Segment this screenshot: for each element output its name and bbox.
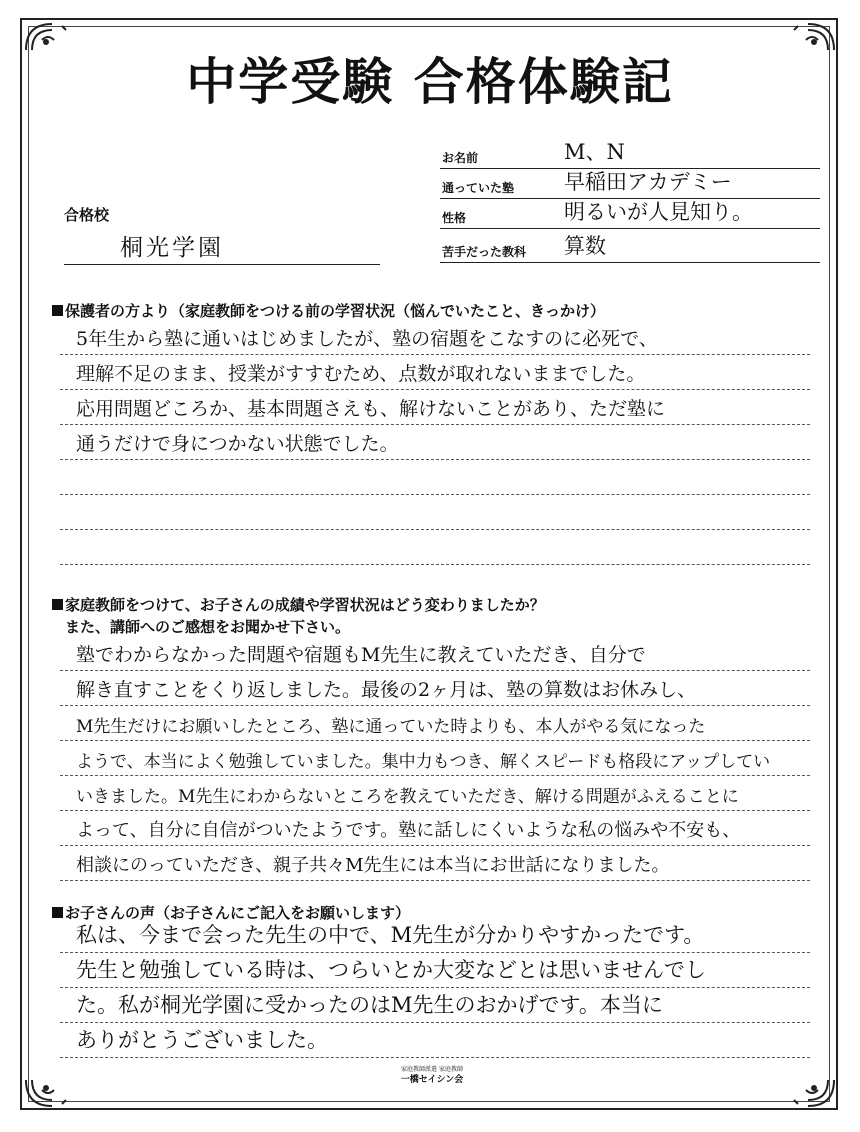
answer-line (60, 953, 810, 988)
answer-line (60, 988, 810, 1023)
answer-text: ありがとうございました。 (76, 1028, 328, 1052)
section3-answer (60, 918, 810, 1058)
section1-answer (60, 320, 810, 565)
footer-brand: 一橋セイシン会 (400, 1075, 464, 1085)
square-bullet-icon (52, 599, 63, 610)
weak-subject-label: 苦手だった教科 (442, 245, 527, 259)
answer-text: 先生と勉強している時は、つらいとか大変などとは思いませんでし (76, 958, 706, 982)
accepted-school-label: 合格校 (64, 206, 110, 224)
answer-text: よって、自分に自信がついたようです。塾に話しにくいような私の悩みや不安も、 (76, 820, 741, 841)
answer-line (60, 460, 810, 495)
ornament-bottom-right-icon (790, 1074, 838, 1110)
answer-line (60, 811, 810, 846)
square-bullet-icon (52, 907, 63, 918)
answer-line (60, 425, 810, 460)
answer-text: 応用問題どころか、基本問題さえも、解けないことがあり、ただ塾に (76, 398, 666, 420)
footer-small-text: 家庭教師派遣 家庭教師 (401, 1066, 463, 1073)
name-value: M、N (564, 140, 625, 164)
answer-text: 通うだけで身につかない状態でした。 (76, 433, 399, 455)
personality-row (440, 200, 820, 229)
personality-value: 明るいが人見知り。 (564, 200, 753, 224)
answer-line (60, 636, 810, 671)
weak-subject-value: 算数 (564, 234, 606, 258)
answer-line (60, 846, 810, 881)
section1-heading (52, 300, 605, 322)
name-label: お名前 (442, 151, 479, 165)
answer-line (60, 706, 810, 741)
answer-line (60, 1023, 810, 1058)
ornament-bottom-left-icon (22, 1074, 70, 1110)
answer-line (60, 776, 810, 811)
answer-text: た。私が桐光学園に受かったのはM先生のおかげです。本当に (76, 993, 663, 1017)
cram-school-label: 通っていた塾 (442, 181, 515, 195)
weak-subject-row (440, 234, 820, 263)
answer-text: 塾でわからなかった問題や宿題もM先生に教えていただき、自分で (76, 644, 646, 666)
section2-heading-line2: また、講師へのご感想をお聞かせ下さい。 (65, 618, 351, 636)
name-row (440, 140, 820, 169)
answer-text: M先生だけにお願いしたところ、塾に通っていた時よりも、本人がやる気になった (76, 717, 706, 737)
section1-heading-text: 保護者の方より（家庭教師をつける前の学習状況（悩んでいたこと、きっかけ） (65, 302, 606, 320)
answer-text: 相談にのっていただき、親子共々M先生には本当にお世話になりました。 (76, 855, 670, 876)
answer-text: いきました。M先生にわからないところを教えていただき、解ける問題がふえることに (76, 787, 739, 807)
accepted-school-line (64, 234, 380, 265)
answer-text: 理解不足のまま、授業がすすむため、点数が取れないままでした。 (76, 363, 646, 385)
answer-text: 私は、今まで会った先生の中で、M先生が分かりやすかったです。 (76, 923, 705, 947)
cram-school-row (440, 170, 820, 199)
answer-line (60, 671, 810, 706)
cram-school-value: 早稲田アカデミー (564, 170, 732, 194)
personality-label: 性格 (442, 211, 467, 225)
answer-text: 解き直すことをくり返しました。最後の2ヶ月は、塾の算数はお休みし、 (76, 679, 697, 701)
answer-line (60, 918, 810, 953)
answer-line (60, 355, 810, 390)
section2-heading (52, 594, 545, 638)
section3-heading-text: お子さんの声（お子さんにご記入をお願いします） (65, 904, 411, 922)
answer-line (60, 390, 810, 425)
answer-line (60, 320, 810, 355)
accepted-school-value: 桐光学園 (120, 235, 224, 261)
answer-line (60, 741, 810, 776)
page-title: 中学受験 合格体験記 (186, 52, 674, 111)
answer-text: 5年生から塾に通いはじめましたが、塾の宿題をこなすのに必死で、 (76, 328, 658, 350)
square-bullet-icon (52, 305, 63, 316)
answer-line (60, 495, 810, 530)
section2-answer (60, 636, 810, 881)
footer-logo (382, 1066, 482, 1086)
answer-text: ようで、本当によく勉強していました。集中力もつき、解くスピードも格段にアップしてい (76, 752, 771, 772)
answer-line (60, 530, 810, 565)
section2-heading-line1: 家庭教師をつけて、お子さんの成績や学習状況はどう変わりましたか？ (65, 596, 545, 614)
